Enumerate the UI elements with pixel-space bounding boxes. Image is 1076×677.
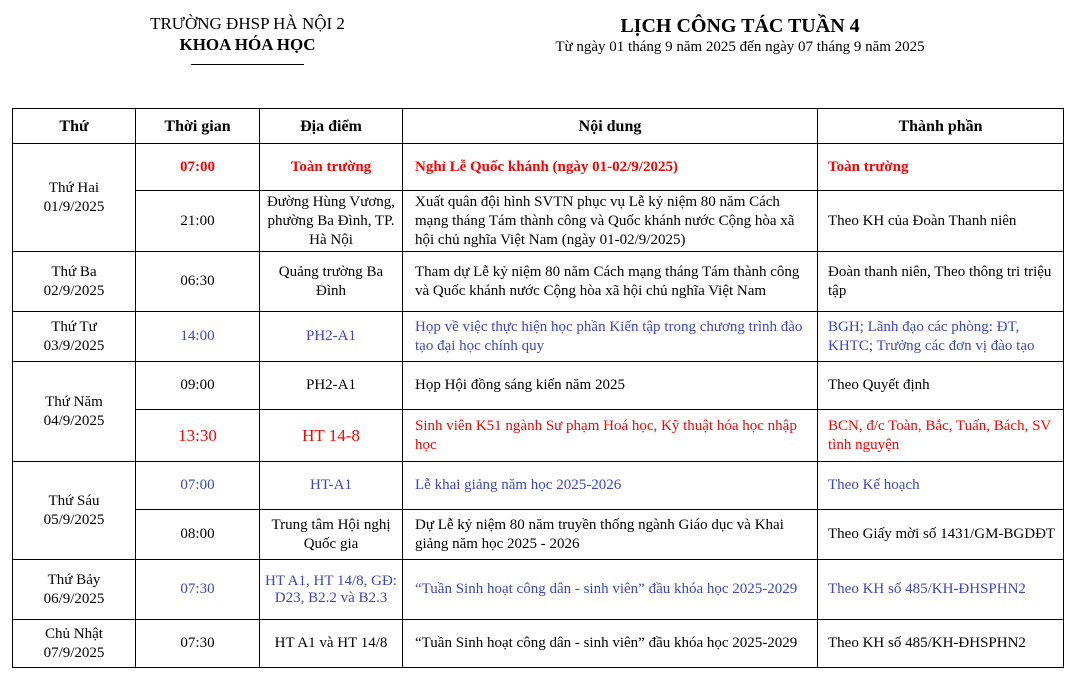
day-date: 05/9/2025	[43, 511, 105, 528]
faculty-name: KHOA HÓA HỌC	[179, 35, 316, 54]
event-time: 07:30	[136, 620, 260, 668]
day-cell	[13, 462, 136, 560]
event-place: Trung tâm Hội nghị Quốc gia	[260, 510, 403, 560]
day-cell	[13, 362, 136, 462]
day-name: Thứ Bảy	[47, 571, 101, 588]
day-cell	[13, 144, 136, 252]
day-name: Thứ Tư	[51, 318, 97, 335]
event-content: Sinh viên K51 ngành Sư phạm Hoá học, Kỹ thuật hóa học nhập học	[403, 410, 818, 462]
header-divider	[191, 64, 304, 65]
event-participants: Theo Giấy mời số 1431/GM-BGDĐT	[818, 510, 1064, 560]
event-time: 08:00	[136, 510, 260, 560]
event-participants: Theo Quyết định	[818, 362, 1064, 410]
event-place: PH2-A1	[260, 312, 403, 362]
schedule-table	[12, 108, 1064, 668]
header-time: Thời gian	[136, 109, 260, 144]
event-place: HT 14-8	[260, 410, 403, 462]
event-participants: Theo KH số 485/KH-ĐHSPHN2	[818, 560, 1064, 620]
event-participants: Theo KH số 485/KH-ĐHSPHN2	[818, 620, 1064, 668]
event-participants: Đoàn thanh niên, Theo thông tri triệu tập	[818, 252, 1064, 312]
event-time: 07:30	[136, 560, 260, 620]
table-row	[13, 560, 1064, 620]
event-participants: BCN, đ/c Toàn, Bắc, Tuấn, Bách, SV tình nguyện	[818, 410, 1064, 462]
page-title: LỊCH CÔNG TÁC TUẦN 4	[620, 15, 860, 37]
event-content: Xuất quân đội hình SVTN phục vụ Lễ kỷ niệm 80 năm Cách mạng tháng Tám thành công và Quốc khánh nước Cộng hòa xã hội chủ nghĩa Việt Nam (ngày 01-02/9/2025)	[403, 191, 818, 252]
event-content: Họp Hội đồng sáng kiến năm 2025	[403, 362, 818, 410]
table-row	[13, 620, 1064, 668]
header-place: Địa điểm	[260, 109, 403, 144]
event-place: Quảng trường Ba Đình	[260, 252, 403, 312]
day-name: Thứ Ba	[51, 263, 97, 280]
event-content: Lễ khai giảng năm học 2025-2026	[403, 462, 818, 510]
event-content: Dự Lễ kỷ niệm 80 năm truyền thống ngành Giáo dục và Khai giảng năm học 2025 - 2026	[403, 510, 818, 560]
event-place: HT A1, HT 14/8, GĐ: D23, B2.2 và B2.3	[260, 560, 403, 620]
event-content: Tham dự Lễ kỷ niệm 80 năm Cách mạng tháng Tám thành công và Quốc khánh nước Cộng hòa xã hội chủ nghĩa Việt Nam	[403, 252, 818, 312]
day-date: 06/9/2025	[43, 590, 105, 607]
event-time: 09:00	[136, 362, 260, 410]
table-row	[13, 252, 1064, 312]
event-content: “Tuần Sinh hoạt công dân - sinh viên” đầu khóa học 2025-2029	[403, 620, 818, 668]
table-row	[13, 191, 1064, 252]
event-time: 07:00	[136, 144, 260, 191]
header-participants: Thành phần	[818, 109, 1064, 144]
event-content: Nghỉ Lễ Quốc khánh (ngày 01-02/9/2025)	[403, 144, 818, 191]
event-place: Đường Hùng Vương, phường Ba Đình, TP. Hà Nội	[260, 191, 403, 252]
header-left	[130, 14, 365, 65]
event-time: 13:30	[136, 410, 260, 462]
table-row	[13, 462, 1064, 510]
day-name: Thứ Sáu	[48, 492, 100, 509]
table-row	[13, 312, 1064, 362]
event-time: 14:00	[136, 312, 260, 362]
day-date: 01/9/2025	[43, 198, 105, 215]
school-name: TRƯỜNG ĐHSP HÀ NỘI 2	[150, 14, 345, 33]
event-place: Toàn trường	[260, 144, 403, 191]
day-date: 07/9/2025	[43, 644, 105, 661]
header-right	[520, 14, 960, 56]
event-participants: Theo Kế hoạch	[818, 462, 1064, 510]
event-time: 07:00	[136, 462, 260, 510]
day-date: 04/9/2025	[43, 412, 105, 429]
event-time: 21:00	[136, 191, 260, 252]
day-date: 03/9/2025	[43, 337, 105, 354]
event-place: HT-A1	[260, 462, 403, 510]
day-cell	[13, 620, 136, 668]
table-row	[13, 362, 1064, 410]
event-place: PH2-A1	[260, 362, 403, 410]
event-time: 06:30	[136, 252, 260, 312]
header-day: Thứ	[13, 109, 136, 144]
day-cell	[13, 312, 136, 362]
day-name: Thứ Năm	[45, 393, 103, 410]
table-row	[13, 410, 1064, 462]
day-date: 02/9/2025	[43, 282, 105, 299]
event-participants: BGH; Lãnh đạo các phòng: ĐT, KHTC; Trưởng các đơn vị đào tạo	[818, 312, 1064, 362]
table-header-row	[13, 109, 1064, 144]
event-participants: Theo KH của Đoàn Thanh niên	[818, 191, 1064, 252]
day-name: Chủ Nhật	[45, 625, 103, 642]
event-content: Họp về việc thực hiện học phần Kiến tập trong chương trình đào tạo đại học chính quy	[403, 312, 818, 362]
day-name: Thứ Hai	[48, 179, 100, 196]
header-content: Nội dung	[403, 109, 818, 144]
event-place: HT A1 và HT 14/8	[260, 620, 403, 668]
event-content: “Tuần Sinh hoạt công dân - sinh viên” đầu khóa học 2025-2029	[403, 560, 818, 620]
date-range: Từ ngày 01 tháng 9 năm 2025 đến ngày 07 tháng 9 năm 2025	[555, 39, 925, 55]
day-cell	[13, 560, 136, 620]
event-participants: Toàn trường	[818, 144, 1064, 191]
table-row	[13, 510, 1064, 560]
day-cell	[13, 252, 136, 312]
table-row	[13, 144, 1064, 191]
